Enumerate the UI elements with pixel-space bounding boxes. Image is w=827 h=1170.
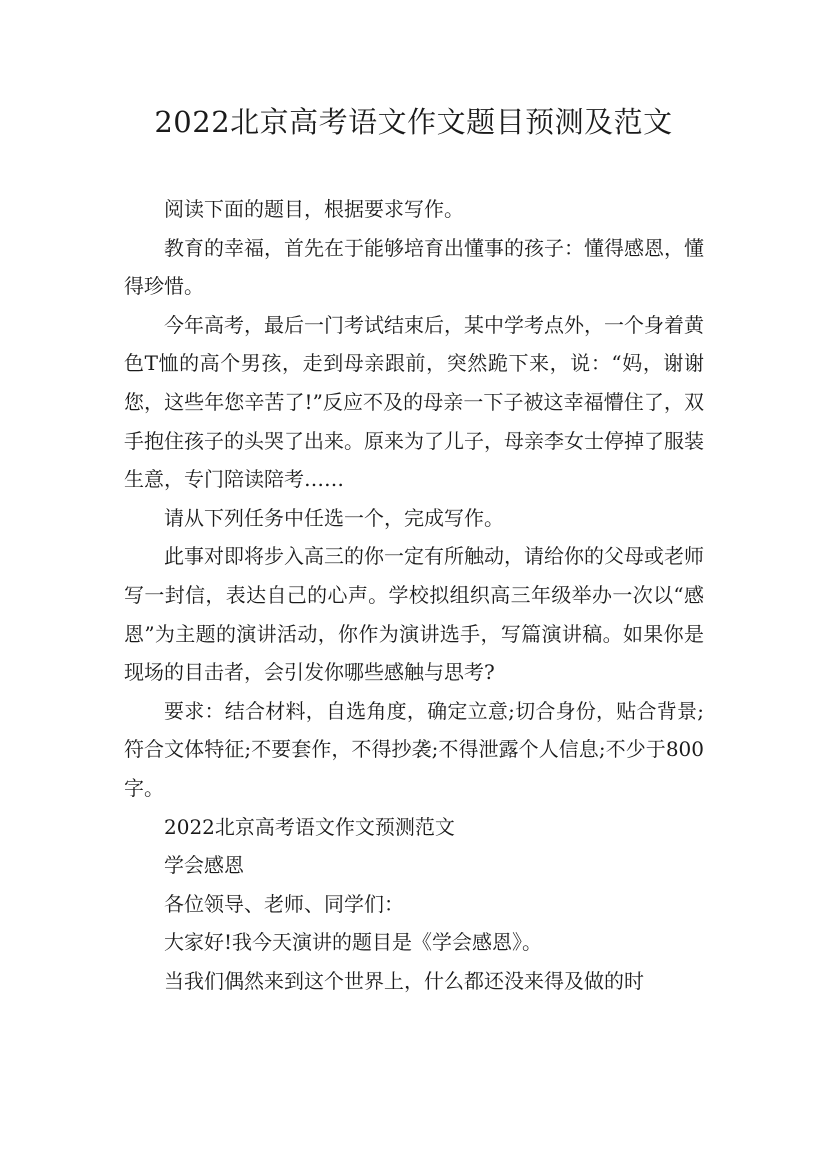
paragraph-sample-heading: 2022北京高考语文作文预测范文: [164, 814, 455, 839]
paragraph-tasks: 此事对即将步入高三的你一定有所触动，请给你的父母或老师写一封信，表达自己的心声。学校拟组织高三年级举办一次以“感恩”为主题的演讲活动，你作为演讲选手，写篇演讲稿。如果你是现场的目击者，会引发你哪些感触与思考?: [124, 544, 704, 685]
document-title: 2022北京高考语文作文题目预测及范文: [154, 105, 673, 139]
paragraph-essay-title: 学会感恩: [164, 853, 244, 878]
paragraph-instruction: 阅读下面的题目，根据要求写作。: [164, 197, 464, 221]
paragraph-salutation: 各位领导、老师、同学们：: [164, 891, 404, 916]
paragraph-education: 教育的幸福，首先在于能够培育出懂事的孩子：懂得感恩，懂得珍惜。: [124, 235, 704, 299]
paragraph-greeting: 大家好!我今天演讲的题目是《学会感恩》。: [164, 930, 543, 955]
paragraph-requirements: 要求：结合材料，自选角度，确定立意;切合身份，贴合背景;符合文体特征;不要套作，不得抄袭;不得泄露个人信息;不少于800字。: [124, 698, 704, 800]
paragraph-task-intro: 请从下列任务中任选一个，完成写作。: [164, 505, 504, 530]
document-body: [124, 190, 704, 1000]
paragraph-story: 今年高考，最后一门考试结束后，某中学考点外，一个身着黄色T恤的高个男孩，走到母亲跟前，突然跪下来，说：“妈，谢谢您，这些年您辛苦了!”反应不及的母亲一下子被这幸福懵住了，双手抱住孩子的头哭了出来。原来为了儿子，母亲李女士停掉了服装生意，专门陪读陪考……: [124, 312, 704, 492]
paragraph-essay-start: 当我们偶然来到这个世界上，什么都还没来得及做的时: [164, 968, 644, 993]
